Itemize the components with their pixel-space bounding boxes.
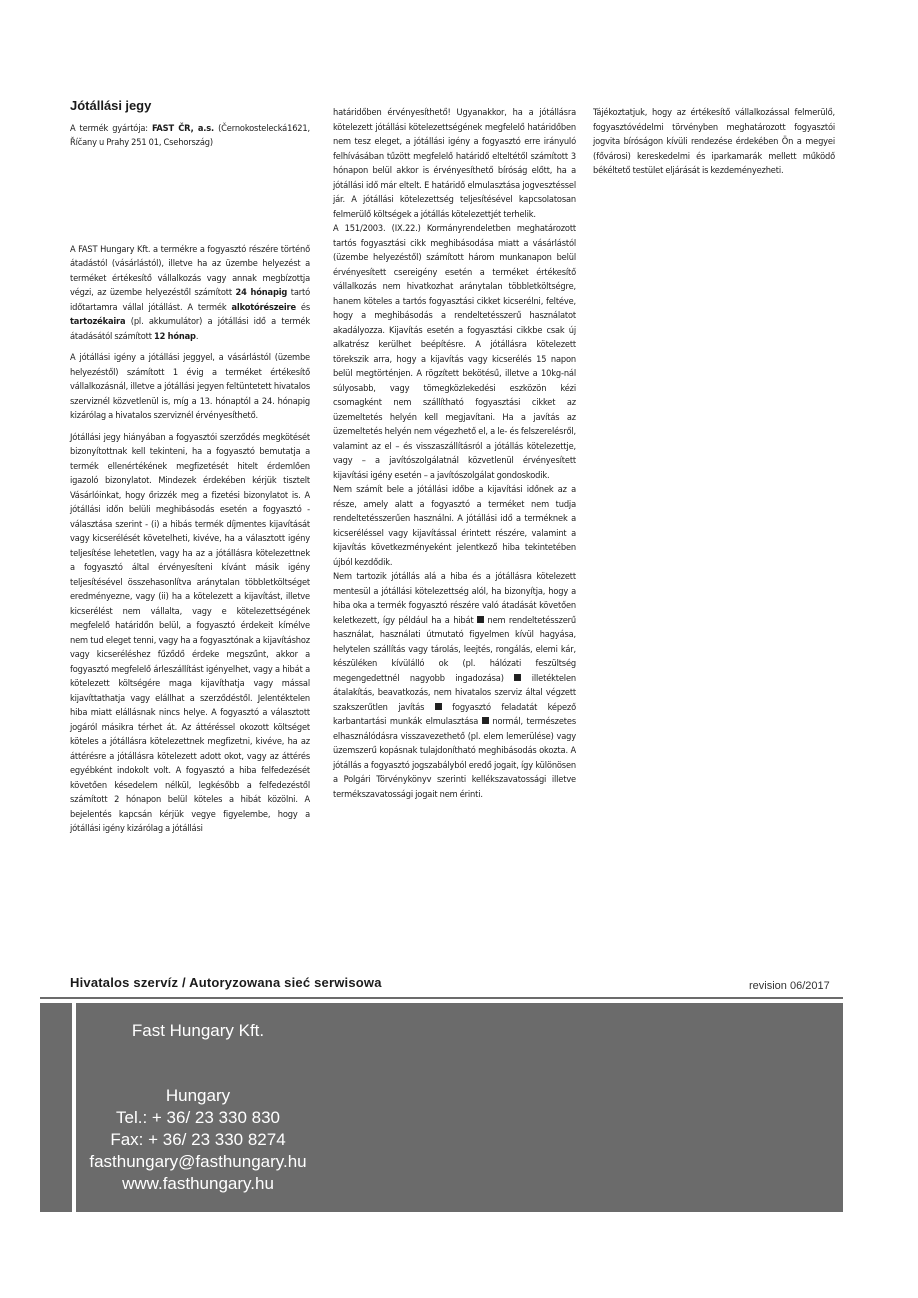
- manufacturer-info: [70, 122, 310, 151]
- bold-span: tartozékaira: [70, 316, 126, 327]
- warranty-paragraph-deadline: határidőben érvényesíthető! Ugyanakkor, ha a jótállásra kötelezett jótállási kötelezettségének megfelelő határidőben nem tesz eleget, a jótállási igény a fogyasztó erre irányuló felhívásában tűzött megfelelő határidő elteltétől számított 3 hónapon belül akkor is érvényesíthető bíróság előtt, ha a jótállási idő már eltelt. E határidő elmulasztása jogvesztéssel jár. A jótállási kötelezettség teljesítésével kapcsolatosan felmerülő költségek a jótállás kötelezettjét terhelik.: [333, 107, 576, 220]
- bullet-square-icon: [477, 616, 484, 623]
- text-span: A FAST Hungary Kft. a termékre a fogyasztó részére történő átadástól (vásárlástól), illetve ha az üzembe helyezést a terméket értékesítő vállalkozás vagy annak megbízottja végzi, az üzembe helyezéstől számított: [70, 243, 310, 298]
- service-heading: Hivatalos szervíz / Autoryzowana sieć serwisowa: [70, 975, 382, 990]
- service-panel-left: [40, 1003, 72, 1212]
- manufacturer-name: FAST ČR, a.s.: [151, 122, 215, 134]
- manufacturer-prefix: A termék gyártója:: [70, 122, 152, 134]
- service-contact-block: [86, 1085, 310, 1195]
- warranty-paragraph-claim: A jótállási igény a jótállási jeggyel, a vásárlástól (üzembe helyezéstől) számított 1 évig a terméket értékesítő vállalkozásnál, illetve a jótállási jegyen feltüntetett hivatalos szerviznél közvetlenül is, míg a 13. hónaptól a 24. hónapig kizárólag a hivatalos szerviznél érvényesíthető.: [70, 352, 310, 421]
- warranty-paragraph-decree: A 151/2003. (IX.22.) Kormányrendeletben meghatározott tartós fogyasztási cikk meghibásodása miatt a vásárlástól (üzembe helyezéstől) számított három munkanapon belül érvényesített csereigény esetén a terméket értékesítő vállalkozás nem hivatkozhat aránytalan többletköltségre, hanem köteles a tartós fogyasztási cikket kicserélni, feltéve, hogy a meghibásodás a rendeltetésszerű használatot akadályozza. Kijavítás esetén a fogyasztási cikkbe csak új alkatrész kerülhet beépítésre. A jótállásra kötelezett törekszik arra, hogy a kijavítás vagy kicserélés 15 napon belül megtörténjen. A rögzített bekötésű, illetve a 10kg-nál súlyosabb, vagy tömegközlekedési eszközön kézi csomagként nem szállítható fogyasztási cikket az üzemeltetés helyén kell megjavítani. Ha a javítás az üzemeltetés helyén nem végezhető el, a le- és felszerelésről, valamint az el – és visszaszállításról a jótállás kötelezettje, vagy – a javítószolgálatnál közvetlenül érvényesített kijavítási igény esetén – a javítószolgálat gondoskodik.: [333, 223, 576, 481]
- text-span: fogyasztó feladatát képező karbantartási munkák elmulasztása: [333, 701, 576, 727]
- warranty-paragraph-dispute: Tájékoztatjuk, hogy az értékesítő vállalkozással felmerülő, fogyasztóvédelmi törvényben meghatározott fogyasztói jogvita bíróságon kívüli rendezése érdekében Ön a megyei (fővárosi) kereskedelmi és iparkamarák mellett működő békéltető testület eljárását is kezdeményezheti.: [593, 107, 835, 176]
- warranty-column-2: [333, 106, 576, 802]
- text-span: Nem tartozik jótállás alá a hiba és a jótállásra kötelezett mentesül a jótállási kötelezettség alól, ha bizonyítja, hogy a hiba oka a termék fogyasztó részére való átadását követően keletkezett, így például ha a hibát: [333, 571, 576, 626]
- bullet-square-icon: [482, 717, 489, 724]
- manufacturer-address: (Černokostelecká1621, Říčany u Prahy 251 01, Csehország): [70, 122, 310, 148]
- warranty-column-1: [70, 99, 310, 844]
- text-span: nem rendeltetésszerű használat, használati útmutató figyelmen kívül hagyása, helytelen szállítás vagy tárolás, leejtés, rongálás, elemi kár, készüléken kívülálló ok (pl. hálózati feszültség megengedettnél nagyobb ingadozása): [333, 614, 577, 684]
- service-company: Fast Hungary Kft.: [131, 1021, 265, 1040]
- text-span: normál, természetes elhasználódásra visszavezethető (pl. elem lemerülése) vagy üzemszerű kopásnak tulajdonítható meghibásodás okozta. A jótállás a fogyasztó jogszabályból eredő jogait, így különösen a Polgári Törvénykönyv szerinti kellékszavatossági illetve termékszavatossági jogait nem érinti.: [333, 716, 576, 800]
- bold-span: alkotórészeire: [231, 301, 296, 313]
- warranty-column-3: [593, 106, 835, 186]
- text-span: (pl. akkumulátor) a jótállási idő a termék átadásától számított: [70, 316, 310, 342]
- service-country: Hungary: [165, 1086, 231, 1105]
- warranty-paragraph-exclusions: [333, 570, 576, 802]
- revision-label: revision 06/2017: [749, 980, 830, 992]
- warranty-paragraph-missing-card: Jótállási jegy hiányában a fogyasztói szerződés megkötését bizonyítottnak kell tekinteni, ha a fogyasztó bemutatja a termék ellenértékének megfizetését hitelt érdemlően igazoló bizonylatot. Mindezek érdekében kérjük tisztelt Vásárlóinkat, hogy őrizzék meg a fizetési bizonylatot is. A jótállási időn belüli meghibásodás esetén a fogyasztó - választása szerint - (i) a hibás termék díjmentes kijavítását vagy kicserélését követelheti, kivéve, ha a választott igény teljesítése lehetetlen, vagy ha az a jótállásra kötelezettnek a fogyasztó által érvényesíteni kívánt másik igény teljesítésével összehasonlítva aránytalan többletköltséget eredményezne, vagy (ii) ha a kötelezett a kijavítást, illetve kicserélést nem vállalta, vagy e kötelezettségének megfelelő határidőn belül, a fogyasztó érdekeit kímélve nem tud eleget tenni, vagy ha a fogyasztónak a kijavításhoz vagy kicseréléshez fűződő érdeke megszűnt, akkor a fogyasztó megfelelő árleszállítást igényelhet, vagy a hibát a kötelezett költségére maga kijavíthatja vagy mással kijavíttathatja vagy elállhat a szerződéstől. Jelentéktelen hiba miatt elállásnak nincs helye. A fogyasztó a választott jogáról másikra térhet át. Az áttéréssel okozott költséget köteles a jótállásra kötelezettnek megfizetni, kivéve, ha az áttérésre a jótállásra kötelezett adott okot, vagy az áttérés egyébként indokolt volt. A fogyasztó a hiba felfedezését követően késedelem nélkül, legkésőbb a felfedezéstől számított 2 hónapon belül köteles a hibát közölni. A bejelentés kapcsán kérjük vegye figyelembe, hogy a jótállási igény kizárólag a jótállási: [70, 431, 310, 834]
- bold-span: 12 hónap: [153, 330, 196, 342]
- service-phone: Tel.: + 36/ 23 330 830: [116, 1108, 280, 1127]
- text-span: illetéktelen átalakítás, beavatkozás, nem hivatalos szerviz által végzett szakszerűtlen javítás: [333, 672, 576, 713]
- service-fax: Fax: + 36/ 23 330 8274: [110, 1130, 286, 1149]
- service-email-link[interactable]: fasthungary@fasthungary.hu: [89, 1152, 307, 1171]
- warranty-paragraph-period: [70, 243, 310, 345]
- text-span: .: [195, 330, 199, 342]
- footer-divider: [40, 997, 843, 999]
- text-span: tartó időtartamra vállal jótállást. A termék: [70, 287, 310, 313]
- warranty-paragraph-repair-time: Nem számít bele a jótállási időbe a kijavítási időnek az a része, amely alatt a fogyasztó a terméket nem tudja rendeltetésszerűen használni. A jótállási idő a terméknek a kicseréléssel vagy kijavítással érintett részére, valamint a kijavítás következményeként jelentkező hiba tekintetében újból kezdődik.: [333, 484, 576, 568]
- bold-span: 24 hónapig: [235, 287, 288, 298]
- service-website-link[interactable]: www.fasthungary.hu: [122, 1174, 274, 1193]
- text-span: és: [295, 301, 310, 313]
- bullet-square-icon: [435, 703, 442, 710]
- warranty-title: Jótállási jegy: [70, 98, 152, 113]
